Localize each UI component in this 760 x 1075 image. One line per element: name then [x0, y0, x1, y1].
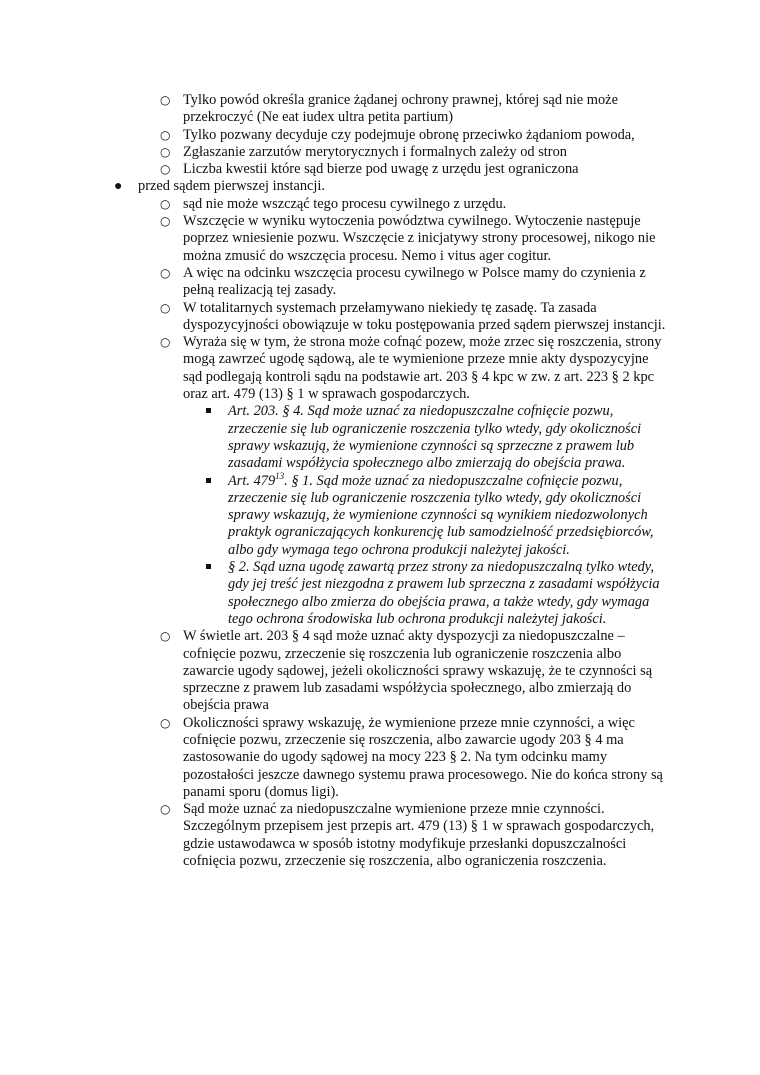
square-bullet-icon — [206, 478, 211, 483]
square-bullet-icon — [206, 564, 211, 569]
square-bullet-icon — [206, 408, 211, 413]
circle-bullet-icon: ○ — [160, 162, 171, 177]
circle-bullet-icon: ○ — [160, 196, 171, 211]
list-item: ○ Tylko pozwany decyduje czy podejmuje obronę przeciwko żądaniom powoda, — [160, 126, 635, 143]
article-quotes — [0, 403, 760, 628]
article-quote-203: Art. 203. § 4. Sąd może uznać za niedopuszczalne cofnięcie pozwu, zrzeczenie się lub ograniczenie roszczenia tylko wtedy, gdy okoliczności sprawy wskazują, że wymienione czynności są sprzeczne z prawem lub zasadami współżycia społecznego albo zmierzają do obejścia prawa. — [0, 403, 670, 472]
list-item: ○ Wyraża się w tym, że strona może cofnąć pozew, może zrzec się roszczenia, strony mogą zawrzeć ugodę sądową, ale te wymienione przeze mnie akty dyspozycyjne sąd podlegają kontroli sądu na podstawie art. 203 § 4 kpc w zw. z art. 223 § 2 kpc oraz art. 479 (13) § 1 w sprawach gospodarczych. — [160, 334, 662, 403]
list-item: ○ A więc na odcinku wszczęcia procesu cywilnego w Polsce mamy do czynienia z pełną realizacją tej zasady. — [160, 264, 646, 299]
circle-bullet-icon: ○ — [160, 127, 171, 142]
list-item: ○ Wszczęcie w wyniku wytoczenia powództwa cywilnego. Wytoczenie następuje poprzez wniesienie pozwu. Wszczęcie z inicjatywy strony procesowej, nikogo nie można zmusić do wszczęcia procesu. Nemo i vitus ager cogitur. — [160, 213, 656, 264]
circle-bullet-icon: ○ — [160, 802, 171, 817]
list-item: ○ Sąd może uznać za niedopuszczalne wymienione przeze mnie czynności. Szczególnym przepisem jest przepis art. 479 (13) § 1 w sprawach gospodarczych, gdzie ustawodawca w sposób istotny modyfikuje przesłanki dopuszczalności cofnięcia pozwu, zrzeczenie się roszczenia, albo ograniczenia roszczenia. — [160, 801, 655, 870]
after-items — [0, 628, 760, 870]
list-item: ○ W totalitarnych systemach przełamywano niekiedy tę zasadę. Ta zasada dyspozycyjności obowiązuje w toku postępowania przed sądem pierwszej instancji. — [160, 299, 666, 333]
circle-bullet-icon: ○ — [160, 214, 171, 229]
circle-bullet-icon: ○ — [160, 144, 171, 159]
section-items — [0, 196, 760, 404]
list-item: ○ Okoliczności sprawy wskazuję, że wymienione przeze mnie czynności, a więc cofnięcie pozwu, zrzeczenie się roszczenia, albo zawarcie ugody 203 § 4 ma zastosowanie do ugody sądowej na mocy 223 § 2. Na tym odcinku mamy pozostałości jeszcze dawnego systemu prawa procesowego. Nie do końca strony są panami sporu (domus ligi). — [160, 714, 663, 800]
document-body — [0, 92, 760, 870]
top-list — [0, 92, 760, 178]
list-item: ○ Zgłaszanie zarzutów merytorycznych i formalnych zależy od stron — [160, 143, 567, 160]
list-item: ○ W świetle art. 203 § 4 sąd może uznać akty dyspozycji za niedopuszczalne – cofnięcie pozwu, zrzeczenie się roszczenia lub ograniczenie roszczenia albo zawarcie ugody sądowej, jeżeli okoliczności sprawy wskazuję, że te czynności są sprzeczne z prawem lub zasadami współżycia społecznego, albo zmierzają do obejścia prawa — [160, 628, 653, 714]
circle-bullet-icon: ○ — [160, 335, 171, 350]
circle-bullet-icon: ○ — [160, 300, 171, 315]
list-item: ○ Liczba kwestii które sąd bierze pod uwagę z urzędu jest ograniczona — [160, 161, 579, 178]
list-item: ○ Tylko powód określa granice żądanej ochrony prawnej, której sąd nie może przekroczyć (Ne eat iudex ultra petita partium) — [160, 92, 618, 126]
article-quote-479: Art. $479^{13}$. § 1. Sąd może uznać za niedopuszczalne cofnięcie pozwu, zrzeczenie się lub ograniczenie roszczenia tylko wtedy, gdy okoliczności sprawy wskazują, że wymienione czynności są wynikiem niedozwolonych praktyk ograniczających konkurencję lub samodzielność przedsiębiorców, albo gdy wymaga tego ochrona produkcji należytej jakości. — [0, 473, 670, 559]
list-item: ○ sąd nie może wszcząć tego procesu cywilnego z urzędu. — [160, 195, 507, 212]
circle-bullet-icon: ○ — [160, 629, 171, 644]
disc-bullet-icon: ● — [114, 179, 123, 195]
section-heading: ● przed sądem pierwszej instancji. — [114, 178, 326, 195]
circle-bullet-icon: ○ — [160, 715, 171, 730]
circle-bullet-icon: ○ — [160, 93, 171, 107]
circle-bullet-icon: ○ — [160, 265, 171, 280]
section-list — [0, 178, 760, 195]
article-quote-par2: § 2. Sąd uzna ugodę zawartą przez strony za niedopuszczalną tylko wtedy, gdy jej treść jest niezgodna z prawem lub sprzeczna z zasadami współżycia społecznego albo zmierza do obejścia prawa, a także wtedy, gdy wymaga tego ochrona środowiska lub ochrona produkcji należytej jakości. — [0, 559, 670, 628]
